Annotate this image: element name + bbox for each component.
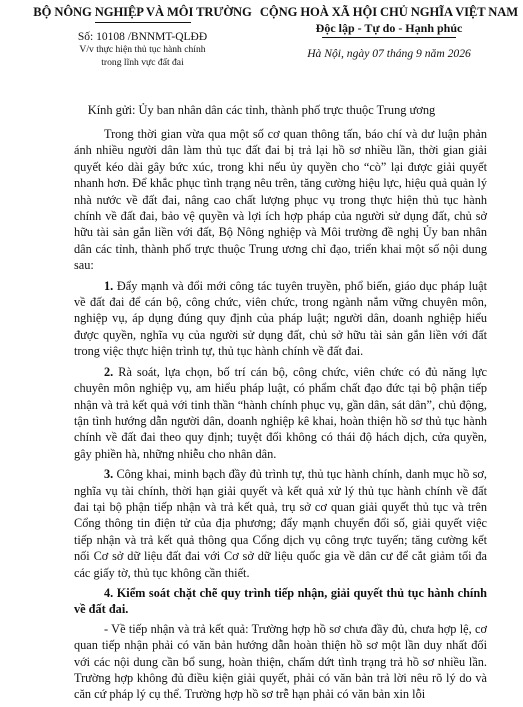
item-4-subparagraph: - Về tiếp nhận và trả kết quả: Trường hợp hồ sơ chưa đầy đủ, chưa hợp lệ, cơ quan tiếp nhận phải có văn bản hướng dẫn hoàn thiện hồ sơ một lần duy nhất đối với các nội dung cần bổ sung, hoàn thiện, chấm dứt tình trạng trả hồ sơ nhiều lần. Trường hợp không đủ điều kiện giải quyết, phải có văn bản trả lời nêu rõ lý do và căn cứ pháp lý cụ thể. Trường hợp hồ sơ trễ hạn phải có văn bản xin lỗi bbox=[74, 621, 487, 702]
item-1-number: 1. bbox=[104, 278, 114, 293]
item-1 bbox=[74, 278, 487, 360]
item-4 bbox=[74, 585, 487, 618]
document-number: Số: 10108 /BNNMT-QLĐĐ bbox=[77, 31, 208, 43]
item-3 bbox=[74, 466, 487, 581]
item-3-text: Công khai, minh bạch đầy đủ trình tự, thủ tục hành chính, danh mục hồ sơ, nghĩa vụ tài chính, thời hạn giải quyết và kết quả xử lý thủ tục hành chính về đất đai tại bộ phận tiếp nhận và trả kết quả, trụ sở cơ quan giải quyết thủ tục và trên Cổng thông tin điện tử của địa phương; đẩy mạnh chuyển đổi số, giải quyết việc tiếp nhận và trả kết quả thông qua Cổng dịch vụ công trực tuyến; tăng cường kết nối Cơ sở dữ liệu đất đai với Cơ sở dữ liệu quốc gia về dân cư để cắt giảm tối đa các giấy tờ, thủ tục không cần thiết. bbox=[74, 467, 487, 580]
intro-paragraph: Trong thời gian vừa qua một số cơ quan thông tấn, báo chí và dư luận phản ánh nhiều người dân làm thủ tục đất đai bị trả lại hồ sơ nhiều lần, thời gian giải quyết kéo dài gây bức xúc, trong khi nếu ủy quyền cho “cò” lại được giải quyết nhanh hơn. Để khắc phục tình trạng nêu trên, tăng cường hiệu lực, hiệu quả quản lý nhà nước về đất đai, nâng cao chất lượng phục vụ trong thực hiện thủ tục hành chính về đất đai, bảo vệ quyền và lợi ích hợp pháp của người sử dụng đất, chủ sở hữu tài sản gắn liền với đất, Bộ Nông nghiệp và Môi trường đề nghị Ủy ban nhân dân các tỉnh, thành phố trực thuộc Trung ương chỉ đạo, triển khai một số nội dung sau: bbox=[74, 127, 487, 273]
item-4-text: Kiểm soát chặt chẽ quy trình tiếp nhận, giải quyết thủ tục hành chính về đất đai. bbox=[74, 585, 488, 617]
item-2-text: Rà soát, lựa chọn, bố trí cán bộ, công chức, viên chức có đủ năng lực chuyên môn nghiệp vụ, am hiểu pháp luật, có phẩm chất đạo đức tại bộ phận tiếp nhận và trả kết quả với tinh thần “hành chính phục vụ, gần dân, sát dân”, chủ động, tận tình hướng dẫn người dân, doanh nghiệp kê khai, hoàn thiện hồ sơ thủ tục hành chính về đất đai theo quy định; tuyệt đối không có thái độ hách dịch, cửa quyền, gây phiền hà, những nhiễu cho nhân dân. bbox=[74, 364, 487, 461]
ministry-underline bbox=[95, 22, 191, 23]
subject-line-2: trong lĩnh vực đất đai bbox=[101, 57, 184, 68]
item-2-number: 2. bbox=[104, 364, 114, 379]
item-3-number: 3. bbox=[104, 467, 114, 482]
recipient-line: Kính gửi: Ủy ban nhân dân các tỉnh, thành phố trực thuộc Trung ương bbox=[87, 103, 436, 117]
issuer-block bbox=[30, 5, 255, 69]
item-2 bbox=[74, 364, 487, 462]
item-1-text: Đẩy mạnh và đổi mới công tác tuyên truyền, phổ biến, giáo dục pháp luật về đất đai để cán bộ, công chức, viên chức, trong ngành nắm vững chuyên môn, nghiệp vụ, áp dụng đúng quy định của pháp luật; người dân, doanh nghiệp hiểu được quyền, nghĩa vụ của người sử dụng đất, chủ sở hữu tài sản gắn liền với đất trong việc thực hiện trình tự, thủ tục hành chính về đất đai. bbox=[74, 278, 488, 359]
letter-body bbox=[74, 126, 487, 707]
national-motto: Độc lập - Tự do - Hạnh phúc bbox=[315, 21, 463, 35]
ministry-name: BỘ NÔNG NGHIỆP VÀ MÔI TRƯỜNG bbox=[33, 5, 252, 19]
national-heading-block bbox=[258, 5, 520, 60]
item-4-number: 4. bbox=[104, 585, 114, 600]
country-name: CỘNG HOÀ XÃ HỘI CHỦ NGHĨA VIỆT NAM bbox=[259, 5, 519, 19]
motto-underline bbox=[322, 37, 456, 38]
subject-line-1: V/v thực hiện thủ tục hành chính bbox=[79, 44, 206, 55]
place-date: Hà Nội, ngày 07 tháng 9 năm 2026 bbox=[307, 47, 471, 60]
